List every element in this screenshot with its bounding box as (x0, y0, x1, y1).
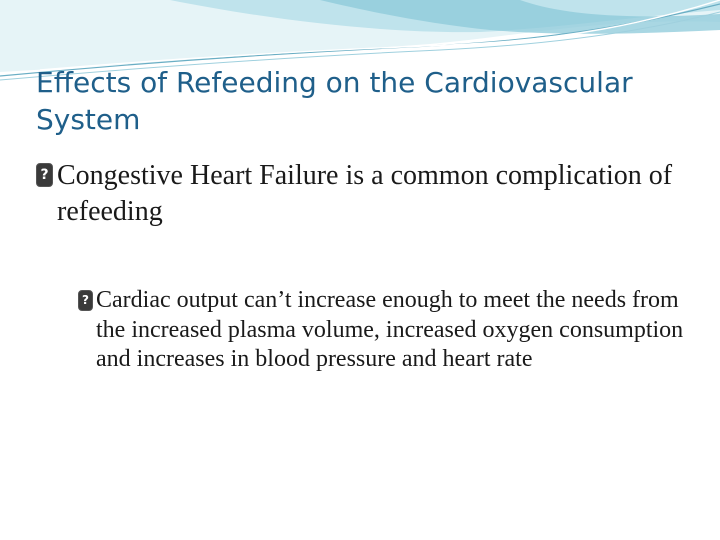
sub-bullet-glyph-icon: ? (78, 290, 93, 311)
bullet-row (36, 158, 686, 230)
bullet-glyph-icon: ? (36, 163, 53, 187)
bullet-text: Congestive Heart Failure is a common complication of refeeding (57, 160, 673, 227)
bullet-level-1 (36, 158, 686, 230)
sub-bullet-text: Cardiac output can’t increase enough to meet the needs from the increased plasma volume, increased oxygen consumption and increases in blood pressure and heart rate (96, 287, 684, 372)
bullet-level-2 (78, 286, 693, 375)
slide-title: Effects of Refeeding on the Cardiovascular System (36, 66, 633, 136)
sub-bullet-row (78, 286, 693, 375)
